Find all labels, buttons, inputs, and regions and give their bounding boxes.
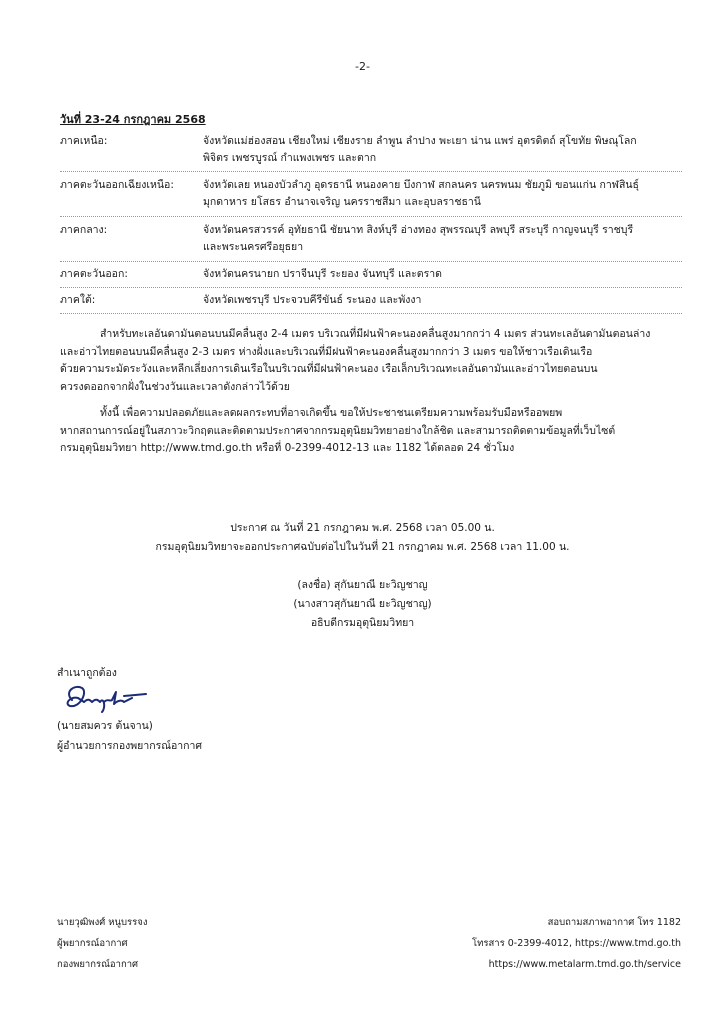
region-provinces — [203, 222, 683, 256]
region-provinces — [203, 266, 683, 283]
page-number: -2- — [355, 60, 370, 73]
paragraph-line: และอ่าวไทยตอนบนมีคลื่นสูง 2-3 เมตร ห่างฝั่งและบริเวณที่มีฝนฟ้าคะนองคลื่นสูงมากกว่า 3 เมตร ขอให้ชาวเรือเดินเรือ — [60, 345, 593, 358]
announcement-next: กรมอุตุนิยมวิทยาจะออกประกาศฉบับต่อไปในวันที่ 21 กรกฎาคม พ.ศ. 2568 เวลา 11.00 น. — [155, 541, 570, 553]
divider — [60, 216, 682, 217]
region-label: ภาคตะวันออก: — [60, 268, 128, 280]
region-provinces — [203, 292, 683, 309]
divider — [60, 313, 682, 314]
certified-title: ผู้อำนวยการกองพยากรณ์อากาศ — [57, 740, 203, 752]
paragraph-line: กรมอุตุนิยมวิทยา http://www.tmd.go.th หรือที่ 0-2399-4012-13 และ 1182 ได้ตลอด 24 ชั่วโมง — [60, 442, 515, 454]
safety-advice-paragraph — [60, 405, 682, 458]
certified-label: สำเนาถูกต้อง — [57, 667, 117, 679]
paragraph-line: สำหรับทะเลอันดามันตอนบนมีคลื่นสูง 2-4 เมตร บริเวณที่มีฝนฟ้าคะนองคลื่นสูงมากกว่า 4 เมตร ส่วนทะเลอันดามันตอนล่าง — [100, 328, 651, 340]
handwritten-signature-icon — [60, 678, 150, 718]
region-label: ภาคกลาง: — [60, 224, 108, 236]
signatory-name: (นางสาวสุกันยาณี ยะวิญชาญ) — [293, 598, 432, 610]
region-provinces — [203, 177, 683, 211]
forecaster-position: ผู้พยากรณ์อากาศ — [57, 938, 128, 949]
region-line: จังหวัดเลย หนองบัวลำภู อุดรธานี หนองคาย บึงกาฬ สกลนคร นครพนม ชัยภูมิ ขอนแก่น กาฬสินธุ์ — [203, 179, 639, 191]
contact-phone: สอบถามสภาพอากาศ โทร 1182 — [547, 917, 681, 928]
certified-name: (นายสมควร ต้นจาน) — [57, 720, 153, 732]
region-line: จังหวัดนครนายก ปราจีนบุรี ระยอง จันทบุรี และตราด — [203, 268, 442, 280]
region-line: และพระนครศรีอยุธยา — [203, 241, 304, 253]
region-label: ภาคใต้: — [60, 294, 96, 306]
region-provinces — [203, 133, 683, 167]
forecaster-name: นายวุฒิพงศ์ หนูบรรจง — [57, 917, 148, 928]
region-line: จังหวัดแม่ฮ่องสอน เชียงใหม่ เชียงราย ลำพูน ลำปาง พะเยา น่าน แพร่ อุตรดิตถ์ สุโขทัย พิษณุโลก — [203, 135, 637, 147]
signed-by: (ลงชื่อ) สุกันยาณี ยะวิญชาญ — [297, 579, 428, 591]
region-line: พิจิตร เพชรบูรณ์ กำแพงเพชร และตาก — [203, 152, 377, 164]
divider — [60, 287, 682, 288]
marine-warning-paragraph — [60, 326, 682, 396]
footer-forecaster — [57, 912, 147, 975]
region-label: ภาคเหนือ: — [60, 135, 108, 147]
paragraph-line: ทั้งนี้ เพื่อความปลอดภัยและลดผลกระทบที่อาจเกิดขึ้น ขอให้ประชาชนเตรียมความพร้อมรับมือหรืออพยพ — [100, 407, 563, 419]
paragraph-line: ควรงดออกจากฝั่งในช่วงวันและเวลาดังกล่าวไว้ด้วย — [60, 380, 290, 393]
region-line: จังหวัดเพชรบุรี ประจวบคีรีขันธ์ ระนอง และพังงา — [203, 294, 422, 306]
region-line: จังหวัดนครสวรรค์ อุทัยธานี ชัยนาท สิงห์บุรี อ่างทอง สุพรรณบุรี ลพบุรี สระบุรี กาญจนบุรี ราชบุรี — [203, 224, 634, 236]
paragraph-line: ด้วยความระมัดระวังและหลีกเลี่ยงการเดินเรือในบริเวณที่มีฝนฟ้าคะนอง เรือเล็กบริเวณทะเลอันดามันและอ่าวไทยตอนบน — [60, 363, 598, 375]
forecaster-division: กองพยากรณ์อากาศ — [57, 959, 139, 970]
certified-person — [57, 716, 202, 756]
announcement-issued: ประกาศ ณ วันที่ 21 กรกฎาคม พ.ศ. 2568 เวลา 05.00 น. — [230, 522, 495, 534]
contact-service-url: https://www.metalarm.tmd.go.th/service — [488, 959, 681, 970]
region-line: มุกดาหาร ยโสธร อำนาจเจริญ นครราชสีมา และอุบลราชธานี — [203, 196, 481, 208]
divider — [60, 171, 682, 172]
divider — [60, 261, 682, 262]
footer-contact — [472, 912, 681, 975]
signatory-title: อธิบดีกรมอุตุนิยมวิทยา — [310, 617, 415, 629]
paragraph-line: หากสถานการณ์อยู่ในสภาวะวิกฤตและติดตามประกาศจากกรมอุตุนิยมวิทยาอย่างใกล้ชิด และสามารถติดตามข้อมูลที่เว็บไซต์ — [60, 424, 616, 437]
region-label: ภาคตะวันออกเฉียงเหนือ: — [60, 179, 174, 191]
date-heading: วันที่ 23-24 กรกฎาคม 2568 — [60, 113, 206, 126]
contact-fax-website: โทรสาร 0-2399-4012, https://www.tmd.go.th — [472, 938, 681, 949]
